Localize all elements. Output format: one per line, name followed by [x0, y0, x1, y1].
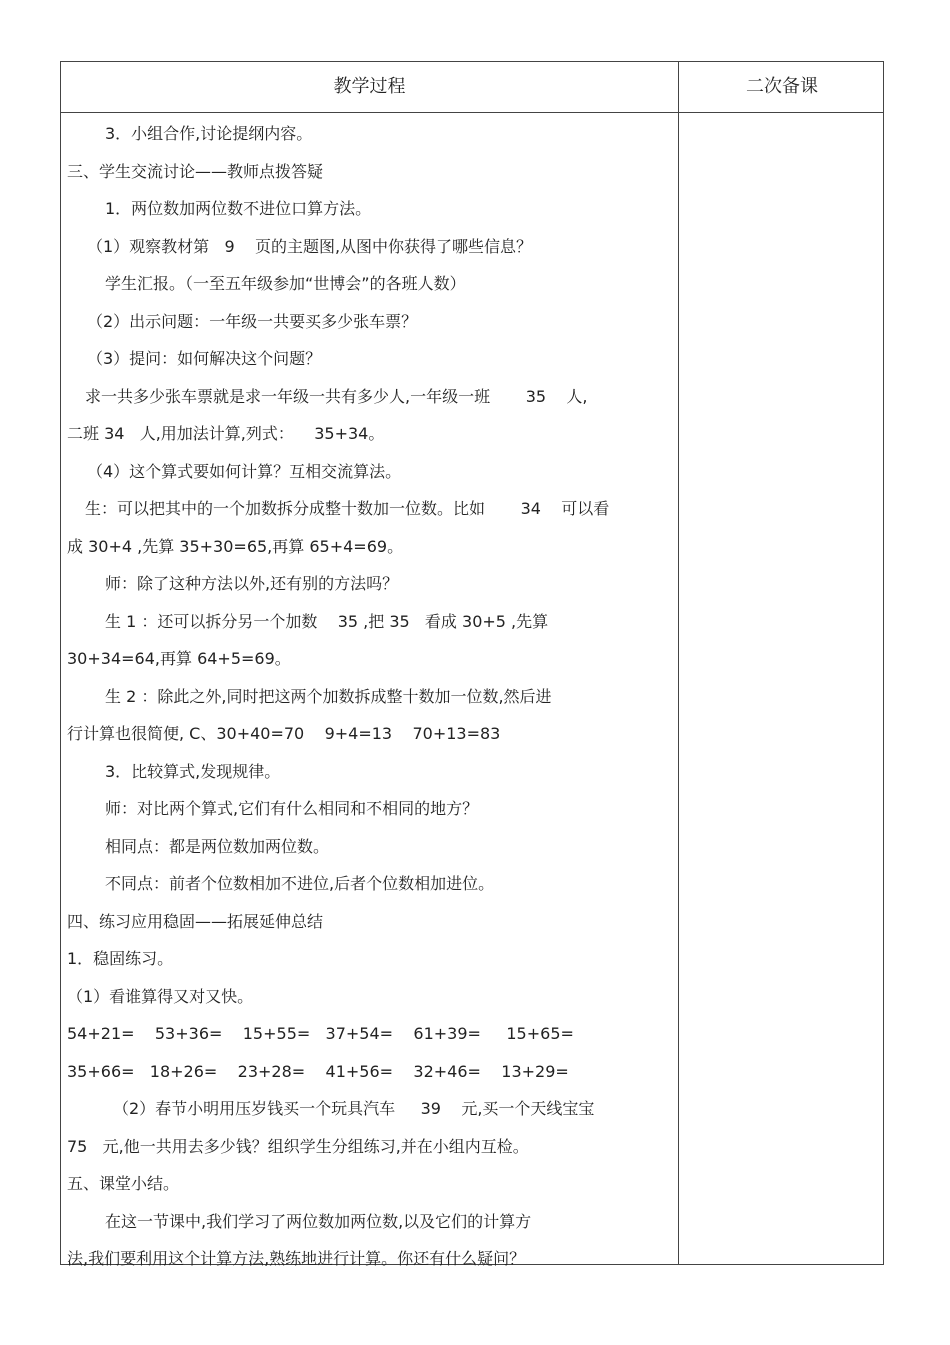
text-line: 30+34=64,再算 64+5=69。 — [67, 649, 291, 668]
text-line: 师：对比两个算式,它们有什么相同和不相同的地方？ — [105, 799, 479, 818]
text-line: 1．两位数加两位数不进位口算方法。 — [105, 199, 372, 218]
exercise-line: 54+21= 53+36= 15+55= 37+54= 61+39= 15+65= — [67, 1024, 574, 1043]
text-line: （1）看谁算得又对又快。 — [67, 986, 254, 1006]
text-line: 求一共多少张车票就是求一年级一共有多少人,一年级一班 35 人, — [85, 386, 588, 406]
exercise-line: 35+66= 18+26= 23+28= 41+56= 32+46= 13+29= — [67, 1061, 569, 1081]
text-line: 师：除了这种方法以外,还有别的方法吗？ — [105, 574, 399, 593]
text-line: 生 2 ：除此之外,同时把这两个加数拆成整十数加一位数,然后进 — [105, 686, 552, 706]
text-line: 相同点：都是两位数加两位数。 — [105, 836, 330, 856]
text-line: 法,我们要利用这个计算方法,熟练地进行计算。你还有什么疑问？ — [67, 1249, 526, 1268]
text-line: 1．稳固练习。 — [67, 949, 174, 968]
text-line: 学生汇报。（一至五年级参加“世博会”的各班人数） — [105, 274, 466, 293]
text-line: 75 元,他一共用去多少钱？组织学生分组练习,并在小组内互检。 — [67, 1136, 529, 1156]
text-line: 二班 34 人,用加法计算,列式： 35+34。 — [67, 424, 385, 443]
header-divider — [61, 112, 883, 113]
text-line: （3）提问：如何解决这个问题？ — [87, 349, 322, 368]
teaching-process-content — [67, 115, 672, 1278]
lesson-plan-table — [60, 61, 884, 1268]
column-header-teaching-process: 教学过程 — [333, 76, 406, 97]
text-line: 成 30+4 ,先算 35+30=65,再算 65+4=69。 — [67, 536, 404, 556]
text-line: 生 1 ：还可以拆分另一个加数 35 ,把 35 看成 30+5 ,先算 — [105, 611, 549, 631]
text-line: （2）出示问题：一年级一共要买多少张车票？ — [87, 311, 418, 331]
text-line: 3．比较算式,发现规律。 — [105, 761, 281, 781]
second-preparation-cell — [680, 114, 883, 1264]
column-header-second-preparation: 二次备课 — [746, 76, 818, 97]
text-line: 不同点：前者个位数相加不进位,后者个位数相加进位。 — [105, 874, 495, 893]
column-divider — [678, 62, 679, 1264]
text-line: 行计算也很简便, C、30+40=70 9+4=13 70+13=83 — [67, 724, 501, 743]
section-heading: 四、练习应用稳固——拓展延伸总结 — [67, 911, 324, 931]
section-heading: 五、课堂小结。 — [67, 1174, 180, 1193]
text-line: 3．小组合作,讨论提纲内容。 — [105, 124, 313, 143]
text-line: 生：可以把其中的一个加数拆分成整十数加一位数。比如 34 可以看 — [85, 499, 610, 518]
text-line: （2）春节小明用压岁钱买一个玩具汽车 39 元,买一个天线宝宝 — [113, 1099, 595, 1118]
text-line: （4）这个算式要如何计算？互相交流算法。 — [87, 461, 402, 481]
section-heading: 三、学生交流讨论——教师点拨答疑 — [67, 161, 324, 181]
text-line: （1）观察教材第 9 页的主题图,从图中你获得了哪些信息？ — [87, 236, 533, 256]
text-line: 在这一节课中,我们学习了两位数加两位数,以及它们的计算方 — [105, 1211, 532, 1231]
